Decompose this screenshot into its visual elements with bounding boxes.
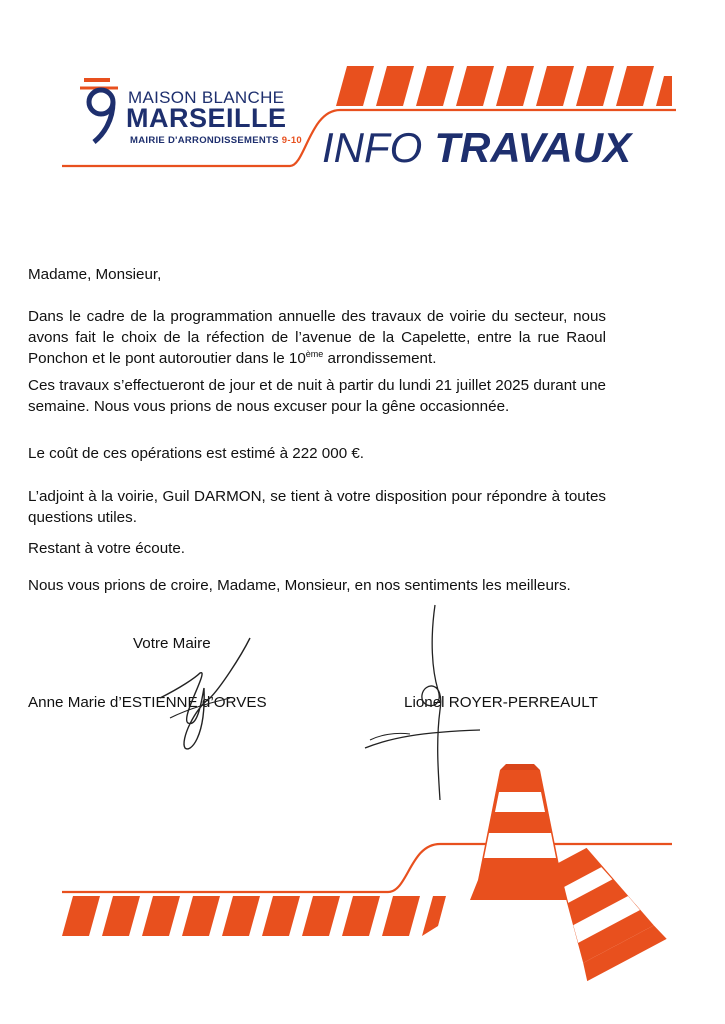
- logo-line-marseille: MARSEILLE: [126, 103, 287, 133]
- p1-text: Dans le cadre de la programmation annuelle des travaux de voirie du secteur, nous avons fait le choix de la réfection de l’avenue de la Capelette, entre la rue Raoul Ponchon et le pont autoroutier dans le 10: [28, 308, 606, 367]
- signature-right-name: Lionel ROYER-PERREAULT: [404, 694, 598, 711]
- info-travaux-title: [322, 124, 631, 172]
- signature-left-name: Anne Marie d’ESTIENNE d’ORVES: [28, 694, 267, 711]
- letter-paragraph-4: L’adjoint à la voirie, Guil DARMON, se tient à votre disposition pour répondre à toutes questions utiles.: [28, 488, 606, 526]
- info-title-part1: INFO: [322, 124, 423, 171]
- footer-graphic: [0, 730, 725, 1024]
- logo-line-maison-blanche: MAISON BLANCHE: [128, 88, 285, 107]
- letter-paragraph-3: Le coût de ces opérations est estimé à 222 000 €.: [28, 445, 365, 462]
- logo-mairie-text: MAIRIE D'ARRONDISSEMENTS: [130, 135, 279, 146]
- letter-salutation: Madame, Monsieur,: [28, 266, 162, 283]
- letter-paragraph-6: Nous vous prions de croire, Madame, Monsieur, en nos sentiments les meilleurs.: [28, 577, 571, 594]
- logo-arrondissement-numbers: 9-10: [281, 135, 302, 146]
- info-title-part2: TRAVAUX: [434, 124, 632, 171]
- signature-left-title: Votre Maire: [133, 635, 211, 652]
- header-banner-graphic: [0, 0, 725, 230]
- letter-paragraph-2: Ces travaux s’effectueront de jour et de nuit à partir du lundi 21 juillet 2025 durant une semaine. Nous vous prions de nous excuser pour la gêne occasionnée.: [28, 377, 606, 415]
- p1-superscript: ème: [305, 348, 324, 359]
- logo-line-mairie: [130, 135, 302, 146]
- p1-text-end: arrondissement.: [323, 350, 437, 367]
- letter-paragraph-1: [28, 306, 606, 369]
- hazard-stripes-footer: [62, 896, 446, 936]
- marseille-9-icon: [80, 80, 118, 142]
- letter-paragraph-5: Restant à votre écoute.: [28, 540, 186, 557]
- traffic-cones-icon: [470, 764, 667, 981]
- hazard-stripes-header: [336, 66, 672, 106]
